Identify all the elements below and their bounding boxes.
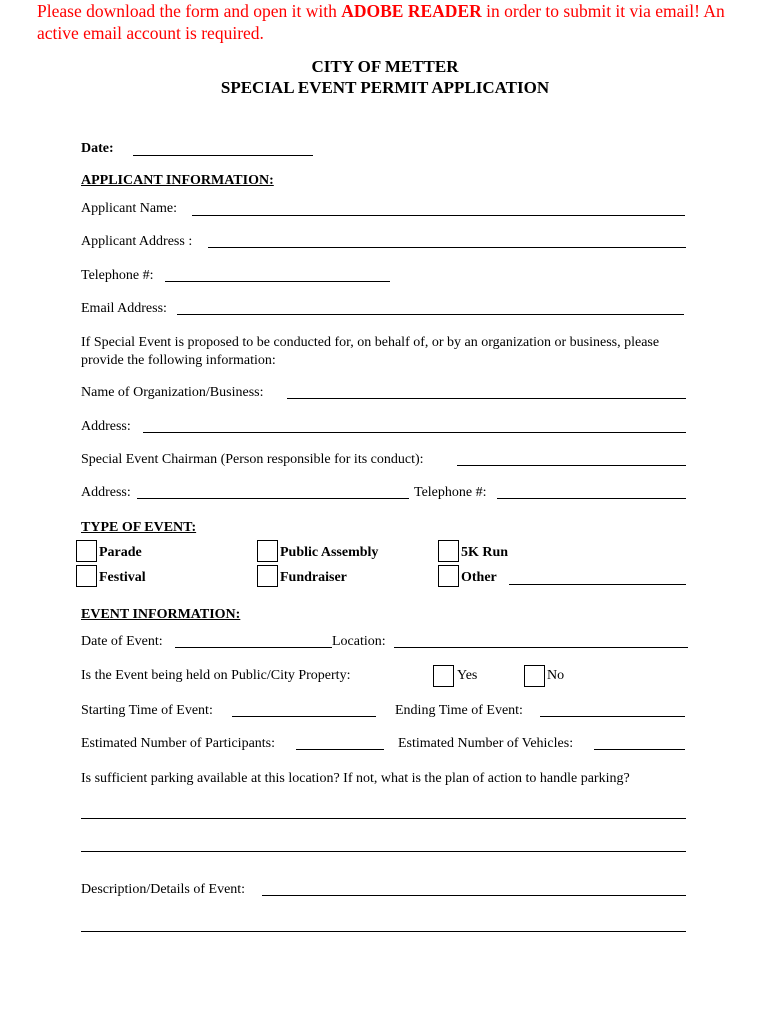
chairman-address-field[interactable] bbox=[137, 498, 409, 499]
notice-text-2: in order to submit it via email! An active email account is required. bbox=[37, 1, 725, 43]
public-assembly-label: Public Assembly bbox=[280, 545, 379, 560]
applicant-name-field[interactable] bbox=[192, 215, 685, 216]
date-label: Date: bbox=[81, 141, 114, 156]
notice-text-1: Please download the form and open it with bbox=[37, 1, 342, 21]
applicant-heading: APPLICANT INFORMATION: bbox=[81, 173, 274, 188]
organization-address-label: Address: bbox=[81, 419, 131, 434]
other-label: Other bbox=[461, 570, 497, 585]
download-notice bbox=[37, 0, 757, 44]
description-label: Description/Details of Event: bbox=[81, 882, 246, 897]
participants-label: Estimated Number of Participants: bbox=[81, 736, 276, 751]
end-time-field[interactable] bbox=[540, 716, 685, 717]
start-time-field[interactable] bbox=[232, 716, 376, 717]
other-field[interactable] bbox=[509, 584, 686, 585]
public-assembly-checkbox[interactable] bbox=[257, 540, 278, 562]
event-date-label: Date of Event: bbox=[81, 634, 163, 649]
fundraiser-checkbox[interactable] bbox=[257, 565, 278, 587]
organization-note: If Special Event is proposed to be conducted for, on behalf of, or by an organization or business, please provide the following information: bbox=[81, 335, 660, 368]
applicant-address-label: Applicant Address : bbox=[81, 234, 193, 249]
notice-adobe-reader: ADOBE READER bbox=[341, 1, 482, 21]
location-field[interactable] bbox=[394, 647, 688, 648]
parking-answer-line-2[interactable] bbox=[81, 851, 686, 852]
event-info-heading: EVENT INFORMATION: bbox=[81, 607, 241, 622]
location-label: Location: bbox=[332, 634, 386, 649]
parking-answer-line-1[interactable] bbox=[81, 818, 686, 819]
chairman-field[interactable] bbox=[457, 465, 686, 466]
applicant-address-field[interactable] bbox=[208, 247, 686, 248]
chairman-telephone-label: Telephone #: bbox=[414, 485, 487, 500]
description-line-2[interactable] bbox=[81, 931, 686, 932]
parade-label: Parade bbox=[99, 545, 142, 560]
vehicles-field[interactable] bbox=[594, 749, 685, 750]
form-title-city: CITY OF METTER bbox=[311, 57, 459, 76]
event-type-heading: TYPE OF EVENT: bbox=[81, 520, 197, 535]
participants-field[interactable] bbox=[296, 749, 384, 750]
fundraiser-label: Fundraiser bbox=[280, 570, 347, 585]
vehicles-label: Estimated Number of Vehicles: bbox=[398, 736, 574, 751]
festival-checkbox[interactable] bbox=[76, 565, 97, 587]
description-field[interactable] bbox=[262, 895, 686, 896]
event-date-field[interactable] bbox=[175, 647, 332, 648]
email-field[interactable] bbox=[177, 314, 684, 315]
5k-run-checkbox[interactable] bbox=[438, 540, 459, 562]
telephone-field[interactable] bbox=[165, 281, 390, 282]
organization-address-field[interactable] bbox=[143, 432, 686, 433]
yes-checkbox[interactable] bbox=[433, 665, 454, 687]
form-title-permit: SPECIAL EVENT PERMIT APPLICATION bbox=[220, 78, 550, 97]
email-label: Email Address: bbox=[81, 301, 167, 316]
end-time-label: Ending Time of Event: bbox=[395, 703, 523, 718]
parking-question: Is sufficient parking available at this location? If not, what is the plan of action to handle parking? bbox=[81, 771, 630, 786]
yes-label: Yes bbox=[457, 668, 478, 683]
no-label: No bbox=[547, 668, 565, 683]
telephone-label: Telephone #: bbox=[81, 268, 154, 283]
start-time-label: Starting Time of Event: bbox=[81, 703, 213, 718]
public-property-question: Is the Event being held on Public/City Property: bbox=[81, 668, 351, 683]
chairman-telephone-field[interactable] bbox=[497, 498, 686, 499]
chairman-label: Special Event Chairman (Person responsible for its conduct): bbox=[81, 452, 424, 467]
date-field[interactable] bbox=[133, 155, 313, 156]
organization-name-label: Name of Organization/Business: bbox=[81, 385, 264, 400]
applicant-name-label: Applicant Name: bbox=[81, 201, 178, 216]
organization-name-field[interactable] bbox=[287, 398, 686, 399]
other-checkbox[interactable] bbox=[438, 565, 459, 587]
5k-run-label: 5K Run bbox=[461, 545, 509, 560]
no-checkbox[interactable] bbox=[524, 665, 545, 687]
chairman-address-label: Address: bbox=[81, 485, 131, 500]
parade-checkbox[interactable] bbox=[76, 540, 97, 562]
festival-label: Festival bbox=[99, 570, 146, 585]
